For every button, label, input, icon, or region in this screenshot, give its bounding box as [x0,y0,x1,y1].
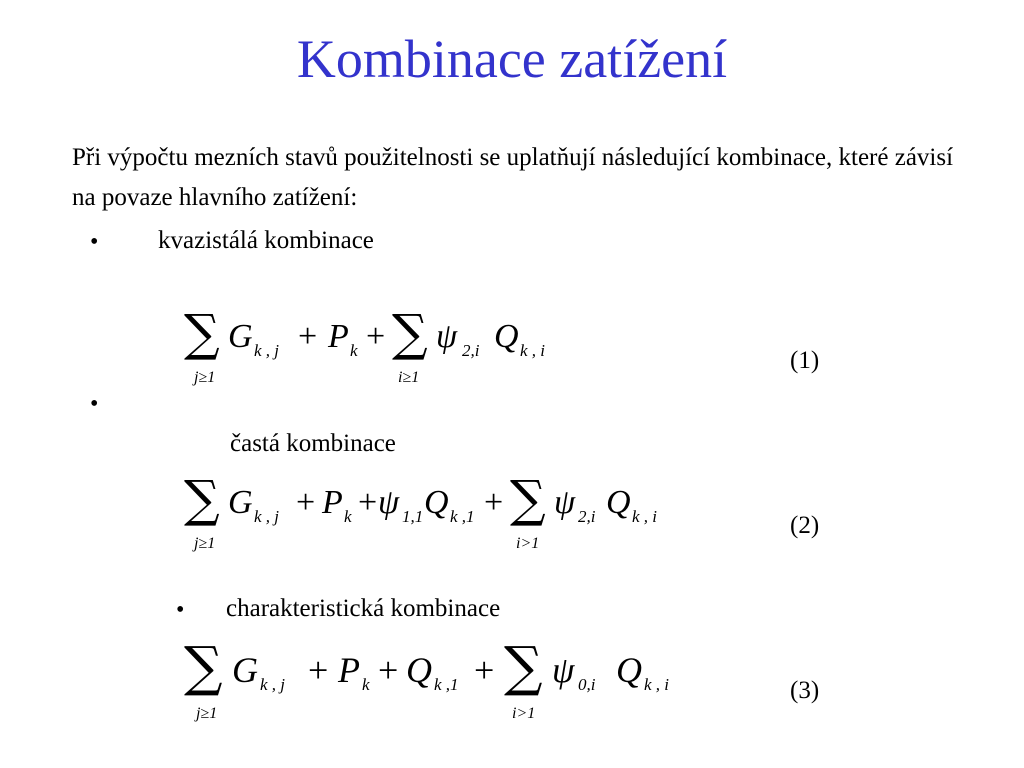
bullet-label-characteristic: charakteristická kombinace [226,595,501,622]
plus-operator: + [358,484,378,521]
bullet-label-frequent: častá kombinace [230,430,396,457]
subscript: k , j [254,341,280,360]
symbol-Q: Q [616,650,642,690]
plus-operator: + [366,318,386,355]
equation-number: (3) [790,677,820,704]
equation-number: (1) [790,347,820,374]
plus-operator: + [296,484,316,521]
sum-limit: j≥1 [194,535,216,552]
subscript: 0,i [578,675,596,694]
subscript: k [350,341,358,360]
symbol-G: G [228,484,253,521]
sum-limit: i>1 [512,705,536,722]
sum-symbol: ∑ [184,635,223,698]
symbol-psi: ψ [552,650,575,690]
equation-3 [180,635,690,728]
equation-2 [180,470,670,556]
plus-operator: + [484,484,504,521]
equation-1 [180,304,560,390]
slide-title: Kombinace zatížení [296,29,728,89]
symbol-G: G [228,318,253,355]
plus-operator: + [298,318,318,355]
subscript: k , i [632,507,658,526]
subscript: k [362,675,370,694]
bullet-label-quasi-permanent: kvazistálá kombinace [158,227,374,254]
intro-paragraph: Při výpočtu mezních stavů použitelnosti se uplatňují následující kombinace, které závisí na povaze hlavního zatížení: [72,144,954,211]
sum-symbol: ∑ [510,470,546,528]
symbol-P: P [338,650,360,690]
plus-operator: + [474,650,495,690]
sum-limit: i≥1 [398,369,420,386]
symbol-psi: ψ [378,484,400,521]
subscript: 2,i [578,507,596,526]
subscript: k ,1 [450,507,475,526]
subscript: k , j [260,675,286,694]
symbol-G: G [232,650,258,690]
bullet-icon: • [90,391,99,417]
bullet-icon: • [176,597,185,623]
subscript: k , i [520,341,546,360]
symbol-Q: Q [606,484,631,521]
symbol-P: P [328,318,349,355]
symbol-psi: ψ [554,484,576,521]
sum-symbol: ∑ [504,635,543,698]
symbol-psi: ψ [436,318,458,355]
equation-number: (2) [790,512,820,539]
subscript: k , j [254,507,280,526]
subscript: k [344,507,352,526]
subscript: k ,1 [434,675,459,694]
subscript: 2,i [462,341,480,360]
sum-limit: j≥1 [194,369,216,386]
sum-limit: i>1 [516,535,540,552]
subscript: 1,1 [402,507,424,526]
sum-limit: j≥1 [196,705,218,722]
symbol-Q: Q [494,318,519,355]
sum-symbol: ∑ [184,304,220,362]
symbol-P: P [322,484,343,521]
bullet-icon: • [90,229,99,255]
symbol-Q: Q [424,484,449,521]
subscript: k , i [644,675,670,694]
sum-symbol: ∑ [184,470,220,528]
symbol-Q: Q [406,650,432,690]
plus-operator: + [378,650,399,690]
plus-operator: + [308,650,329,690]
sum-symbol: ∑ [392,304,428,362]
